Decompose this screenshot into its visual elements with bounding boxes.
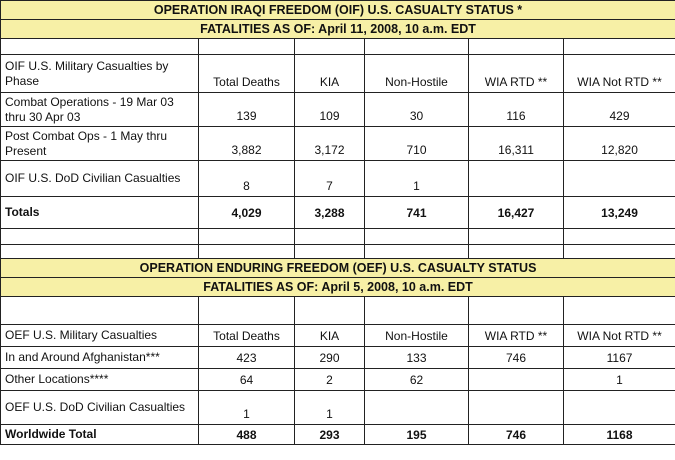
oif-col-wia-rtd: WIA RTD ** — [469, 55, 564, 93]
spacer-row — [1, 229, 675, 245]
spacer-row — [1, 39, 675, 55]
oef-col-kia: KIA — [295, 325, 365, 347]
oef-title-row — [1, 259, 675, 278]
cell-non-hostile: 62 — [365, 369, 469, 391]
total-deaths-total: 488 — [199, 425, 295, 445]
spacer-row — [1, 245, 675, 259]
oif-title-row — [1, 1, 675, 20]
cell-wia-rtd: 16,311 — [469, 127, 564, 161]
oef-col-total-deaths: Total Deaths — [199, 325, 295, 347]
table-row — [1, 93, 675, 127]
non-hostile-total: 195 — [365, 425, 469, 445]
cell-total-deaths: 64 — [199, 369, 295, 391]
cell-wia-rtd — [469, 161, 564, 197]
oif-title: OPERATION IRAQI FREEDOM (OIF) U.S. CASUALTY STATUS * — [1, 1, 675, 20]
cell-total-deaths: 8 — [199, 161, 295, 197]
cell-non-hostile — [365, 391, 469, 425]
oef-col-wia-rtd: WIA RTD ** — [469, 325, 564, 347]
cell-kia: 1 — [295, 391, 365, 425]
row-label: Post Combat Ops - 1 May thru Present — [1, 127, 199, 161]
cell-wia-not-rtd: 1167 — [564, 347, 675, 369]
cell-wia-not-rtd — [564, 391, 675, 425]
non-hostile-total: 741 — [365, 197, 469, 229]
cell-kia: 3,172 — [295, 127, 365, 161]
oif-header-row — [1, 55, 675, 93]
wia-not-rtd-total: 13,249 — [564, 197, 675, 229]
oef-subtitle: FATALITIES AS OF: April 5, 2008, 10 a.m. EDT — [1, 278, 675, 297]
cell-wia-not-rtd: 1 — [564, 369, 675, 391]
cell-non-hostile: 1 — [365, 161, 469, 197]
oef-header-row — [1, 325, 675, 347]
cell-kia: 109 — [295, 93, 365, 127]
oif-col-phase: OIF U.S. Military Casualties by Phase — [1, 55, 199, 93]
row-label: Other Locations**** — [1, 369, 199, 391]
cell-kia: 2 — [295, 369, 365, 391]
cell-wia-not-rtd: 429 — [564, 93, 675, 127]
wia-rtd-total: 746 — [469, 425, 564, 445]
cell-non-hostile: 133 — [365, 347, 469, 369]
table-row — [1, 161, 675, 197]
cell-total-deaths: 3,882 — [199, 127, 295, 161]
oef-col-casualties: OEF U.S. Military Casualties — [1, 325, 199, 347]
cell-non-hostile: 710 — [365, 127, 469, 161]
kia-total: 3,288 — [295, 197, 365, 229]
oif-col-kia: KIA — [295, 55, 365, 93]
cell-wia-not-rtd: 12,820 — [564, 127, 675, 161]
oef-col-non-hostile: Non-Hostile — [365, 325, 469, 347]
row-label: Combat Operations - 19 Mar 03 thru 30 Apr 03 — [1, 93, 199, 127]
oif-col-total-deaths: Total Deaths — [199, 55, 295, 93]
cell-wia-rtd: 116 — [469, 93, 564, 127]
spacer-row — [1, 297, 675, 325]
oef-subtitle-row — [1, 278, 675, 297]
row-label: OEF U.S. DoD Civilian Casualties — [1, 391, 199, 425]
kia-total: 293 — [295, 425, 365, 445]
cell-wia-rtd — [469, 391, 564, 425]
totals-label: Worldwide Total — [1, 425, 199, 445]
cell-wia-rtd: 746 — [469, 347, 564, 369]
table-row — [1, 347, 675, 369]
totals-label: Totals — [1, 197, 199, 229]
row-label: OIF U.S. DoD Civilian Casualties — [1, 161, 199, 197]
oif-col-wia-not-rtd: WIA Not RTD ** — [564, 55, 675, 93]
oef-col-wia-not-rtd: WIA Not RTD ** — [564, 325, 675, 347]
oif-subtitle-row — [1, 20, 675, 39]
cell-total-deaths: 139 — [199, 93, 295, 127]
cell-total-deaths: 1 — [199, 391, 295, 425]
row-label: In and Around Afghanistan*** — [1, 347, 199, 369]
cell-kia: 7 — [295, 161, 365, 197]
cell-non-hostile: 30 — [365, 93, 469, 127]
table-row — [1, 391, 675, 425]
table-row — [1, 369, 675, 391]
wia-rtd-total: 16,427 — [469, 197, 564, 229]
cell-wia-not-rtd — [564, 161, 675, 197]
wia-not-rtd-total: 1168 — [564, 425, 675, 445]
oef-title: OPERATION ENDURING FREEDOM (OEF) U.S. CASUALTY STATUS — [1, 259, 675, 278]
cell-wia-rtd — [469, 369, 564, 391]
table-row — [1, 127, 675, 161]
cell-kia: 290 — [295, 347, 365, 369]
oef-totals-row — [1, 425, 675, 445]
oif-totals-row — [1, 197, 675, 229]
total-deaths-total: 4,029 — [199, 197, 295, 229]
oif-subtitle: FATALITIES AS OF: April 11, 2008, 10 a.m. EDT — [1, 20, 675, 39]
cell-total-deaths: 423 — [199, 347, 295, 369]
oif-col-non-hostile: Non-Hostile — [365, 55, 469, 93]
